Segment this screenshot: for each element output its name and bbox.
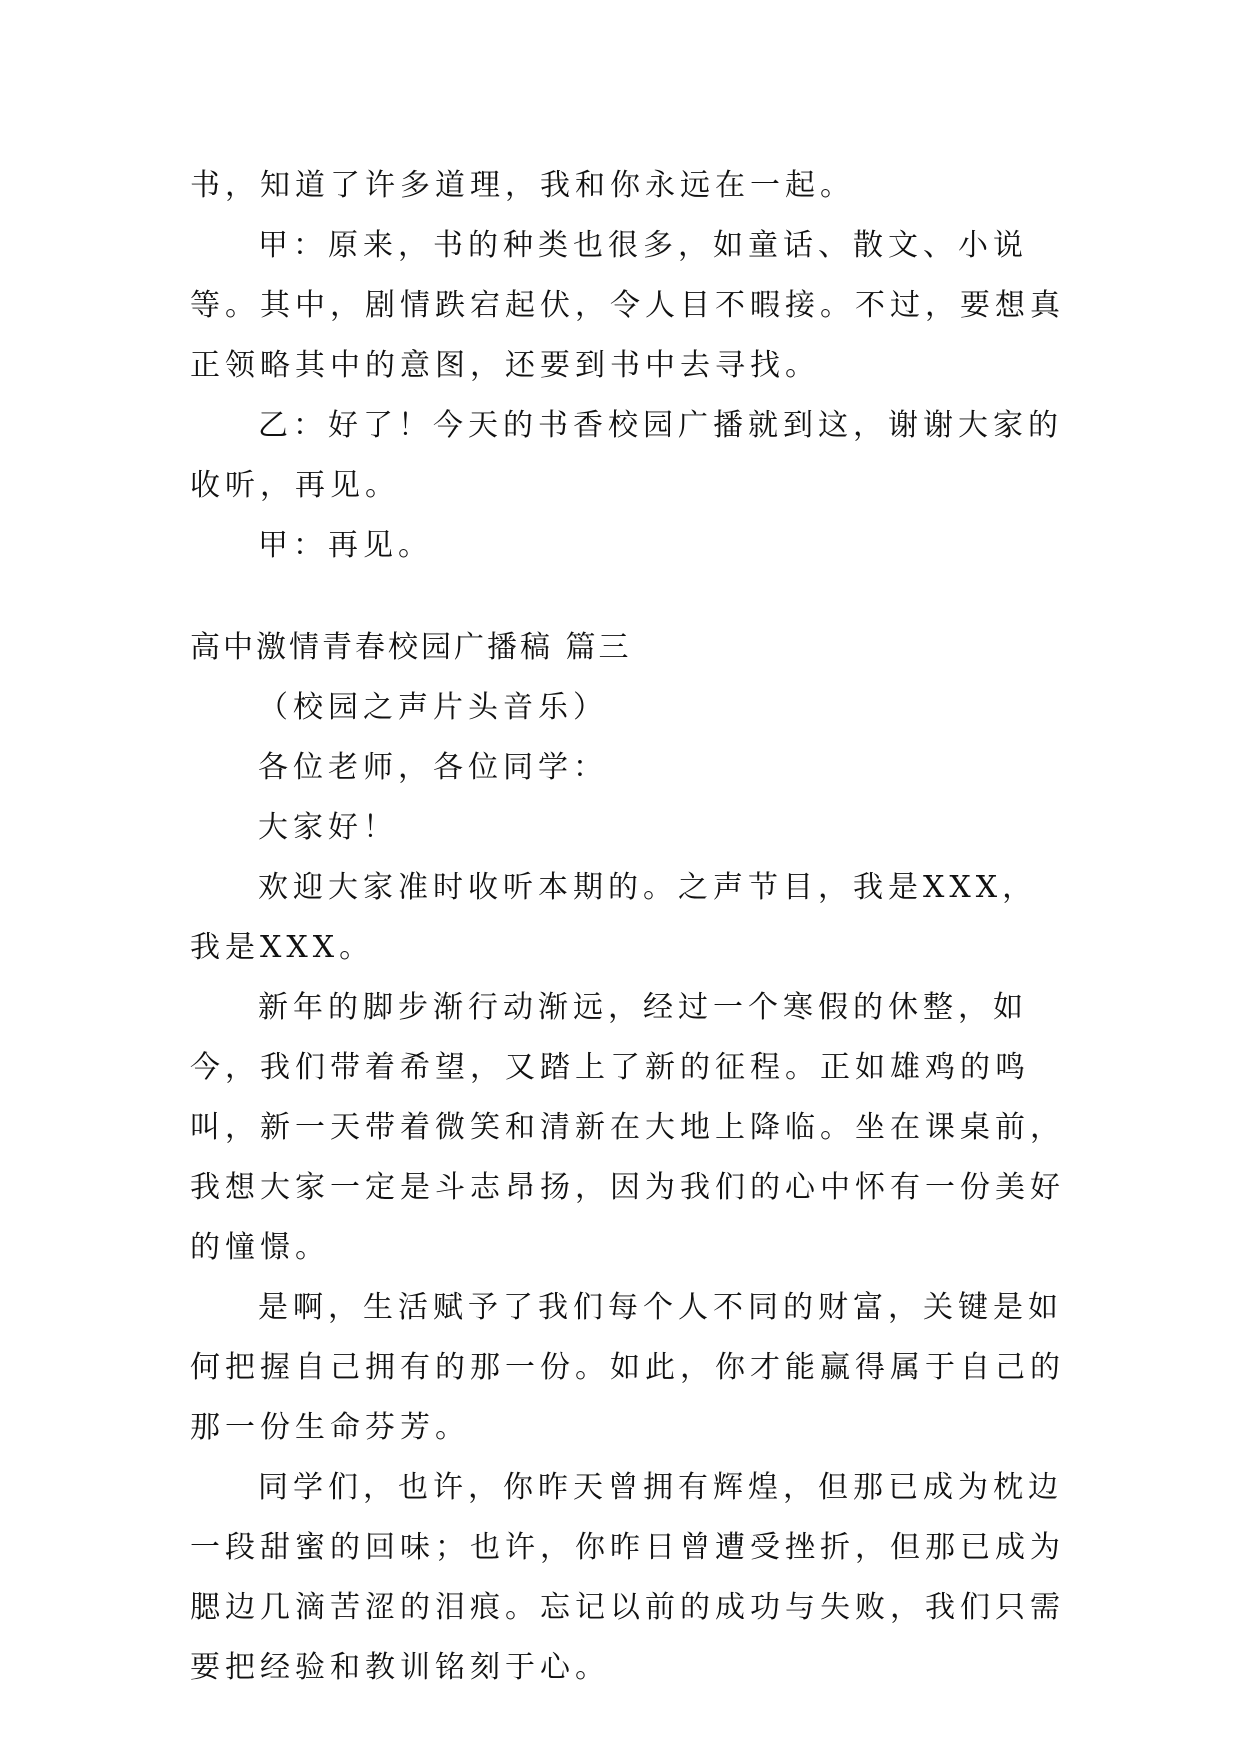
paragraph-greeting-audience: 各位老师，各位同学： (258, 750, 608, 785)
paragraph-continuation: 书，知道了许多道理，我和你永远在一起。 (190, 168, 855, 203)
paragraph-welcome: 欢迎大家准时收听本期的。之声节目，我是XXX，我是XXX。 (190, 870, 1038, 965)
paragraph-life-wealth: 是啊，生活赋予了我们每个人不同的财富，关键是如何把握自己拥有的那一份。如此，你才能赢得属于自己的那一份生命芬芳。 (190, 1290, 1065, 1445)
paragraph-new-year: 新年的脚步渐行动渐远，经过一个寒假的休整，如今，我们带着希望，又踏上了新的征程。正如雄鸡的鸣叫，新一天带着微笑和清新在大地上降临。坐在课桌前，我想大家一定是斗志昂扬，因为我们的心中怀有一份美好的憧憬。 (190, 990, 1065, 1265)
paragraph-classmates: 同学们，也许，你昨天曾拥有辉煌，但那已成为枕边一段甜蜜的回味；也许，你昨日曾遭受挫折，但那已成为腮边几滴苦涩的泪痕。忘记以前的成功与失败，我们只需要把经验和教训铭刻于心。 (190, 1470, 1065, 1685)
paragraph-dialogue-jia-2: 甲：再见。 (258, 528, 433, 563)
section-heading: 高中激情青春校园广播稿 篇三 (190, 630, 632, 665)
paragraph-greeting-hello: 大家好！ (258, 810, 398, 845)
paragraph-dialogue-jia-1: 甲：原来，书的种类也很多，如童话、散文、小说等。其中，剧情跌宕起伏，令人目不暇接。不过，要想真正领略其中的意图，还要到书中去寻找。 (190, 228, 1065, 383)
document-body (190, 156, 1070, 1698)
paragraph-music-cue: （校园之声片头音乐） (258, 690, 608, 725)
paragraph-dialogue-yi: 乙：好了！今天的书香校园广播就到这，谢谢大家的收听，再见。 (190, 408, 1063, 503)
